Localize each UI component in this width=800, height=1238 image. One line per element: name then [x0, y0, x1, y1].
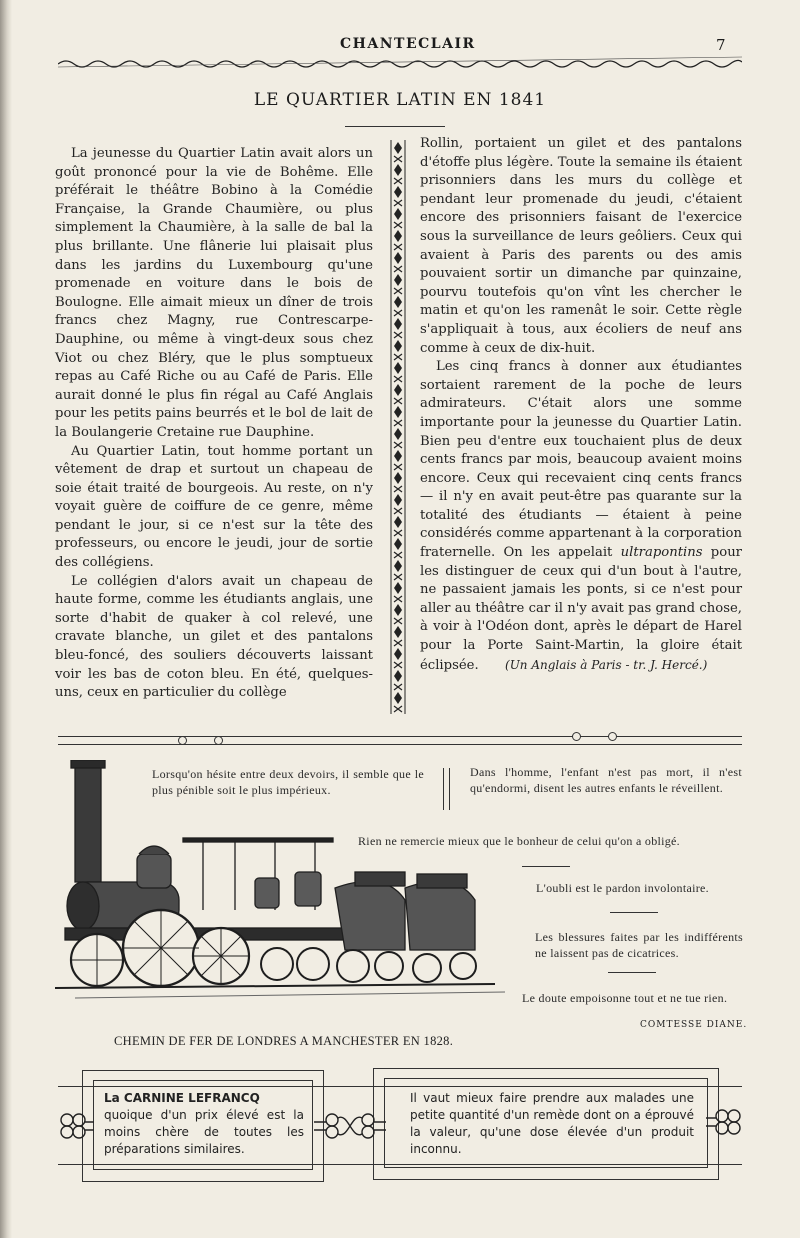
rule-circle: [178, 736, 187, 745]
illustration-caption: CHEMIN DE FER DE LONDRES A MANCHESTER EN 1828.: [114, 1034, 454, 1048]
ad-body: quoique d'un prix élevé est la moins chère de toutes les préparations similaires.: [104, 1108, 304, 1156]
maxim: L'oubli est le pardon involontaire.: [536, 881, 709, 895]
separator-rule: [58, 736, 742, 737]
paragraph-continued: Rollin, portaient un gilet et des pantalons d'étoffe plus légère. Toute la semaine ils étaient prisonniers dans les murs du collège et pendant leur promenade du jeudi, c'étaient encore des prisonniers faisant de l'exercice sous la surveillance de leurs geôliers. Ceux qui avaient à Paris des parents ou des amis pouvaient sortir un dimanche par quinzaine, pourvu toutefois qu'on vînt les chercher le matin et qu'on les ramenât le soir. Cette règle s'appliquait à tous, aux écoliers de neuf ans comme à ceux de dix-huit.: [420, 136, 742, 356]
locomotive-illustration: [55, 760, 505, 1016]
article-left-column: [55, 145, 373, 703]
short-rule: [608, 972, 656, 973]
ornamental-column-divider: [388, 140, 408, 714]
short-rule: [610, 912, 658, 913]
maxim: Le doute empoisonne tout et ne tue rien.: [522, 991, 728, 1005]
maxim: Les blessures faites par les indifférents ne laissent pas de cicatrices.: [535, 930, 743, 960]
article-source: (Un Anglais à Paris - tr. J. Hercé.): [505, 657, 708, 672]
remedy-ad: Il vaut mieux faire prendre aux malades une petite quantité d'un remède dont on a éprouvé la valeur, qu'une dose élevée d'un produit inconnu.: [410, 1091, 694, 1156]
article-title: LE QUARTIER LATIN EN 1841: [253, 90, 547, 110]
maxims-author: COMTESSE DIANE.: [640, 1020, 748, 1030]
knot-ornament-icon: [314, 1112, 386, 1140]
paragraph-text: Les cinq francs à donner aux étudiantes sortaient rarement de la poche de leurs admirateurs. C'était alors une somme importante pour la jeunesse du Quartier Latin. Bien peu d'entre eux touchaient plus de deux cents francs par mois, beaucoup avaient moins encore. Ceux qui recevaient cinq cents francs — il n'y en avait peut-être pas quarante sur la totalité des étudiants — étaient à peine considérés comme appartenant à la corporation fraternelle. On les appelait: [420, 359, 742, 561]
wavy-rule: [58, 54, 742, 70]
paragraph: Le collégien d'alors avait un chapeau de haute forme, comme les étudiants anglais, une sorte d'habit de quaker à col relevé, une cravate blanche, un gilet et des pantalons bleu-foncé, des souliers découverts laissant voir les bas de coton bleu. En été, quelques-uns, ceux en particulier du collège: [55, 573, 373, 701]
page-number: 7: [716, 36, 726, 54]
paragraph: La jeunesse du Quartier Latin avait alors un goût prononcé pour la vie de Bohême. Elle préférait le théâtre Bobino à la Comédie Française, la Grande Chaumière, ou plus simplement la Chaumière, à la salle de bal la plus brillante. Une flânerie lui plaisait plus dans les jardins du Luxembourg qu'une promenade en voiture dans le bois de Boulogne. Elle aimait mieux un dîner de trois francs chez Magny, rue Contrescarpe-Dauphine, ou même à vingt-deux sous chez Viot ou chez Bléry, que le plus somptueux repas au Café Riche ou au Café de Paris. Elle aurait donné le plus fin régal au Café Anglais pour les petits pains beurrés et le bol de lait de la Boulangerie Cretaine rue Dauphine.: [55, 146, 373, 440]
article-right-column: [420, 135, 742, 675]
paragraph: Au Quartier Latin, tout homme portant un vêtement de drap et surtout un chapeau de soie était traité de bourgeois. Au reste, on n'y voyait guère de coiffure de ce genre, même pendant le jour, si ce n'est sur la tête des professeurs, ou encore le jeudi, jour de sortie des collégiens.: [55, 443, 373, 571]
magazine-name: CHANTECLAIR: [340, 36, 476, 52]
running-header: [0, 36, 800, 56]
short-rule: [522, 866, 570, 867]
knot-ornament-icon: [706, 1108, 744, 1136]
title-underline: [345, 126, 445, 127]
paragraph-text: pour les distinguer de ceux qui d'un bout à l'autre, ne passaient jamais les ponts, si ce n'est pour aller au théâtre car il n'y avait pas grand chose, à voir à l'Odéon dont, après le départ de Harel pour la Porte Saint-Martin, la gloire était éclipsée.: [420, 545, 742, 673]
rule-circle: [572, 732, 581, 741]
ad-brand: La CARNINE LEFRANCQ: [104, 1091, 260, 1105]
maxim: Dans l'homme, l'enfant n'est pas mort, il n'est qu'endormi, disent les autres enfants le réveillent.: [470, 765, 742, 795]
knot-ornament-icon: [58, 1112, 94, 1140]
carnine-ad: [104, 1090, 304, 1158]
maxim: Rien ne remercie mieux que le bonheur de celui qu'on a obligé.: [358, 834, 680, 848]
separator-rule: [58, 744, 742, 745]
rule-circle: [214, 736, 223, 745]
italic-term: ultrapontins: [620, 545, 703, 561]
rule-circle: [608, 732, 617, 741]
maxim: Lorsqu'on hésite entre deux devoirs, il semble que le plus pénible soit le plus impérieux.: [152, 767, 424, 797]
paragraph: [420, 358, 742, 675]
